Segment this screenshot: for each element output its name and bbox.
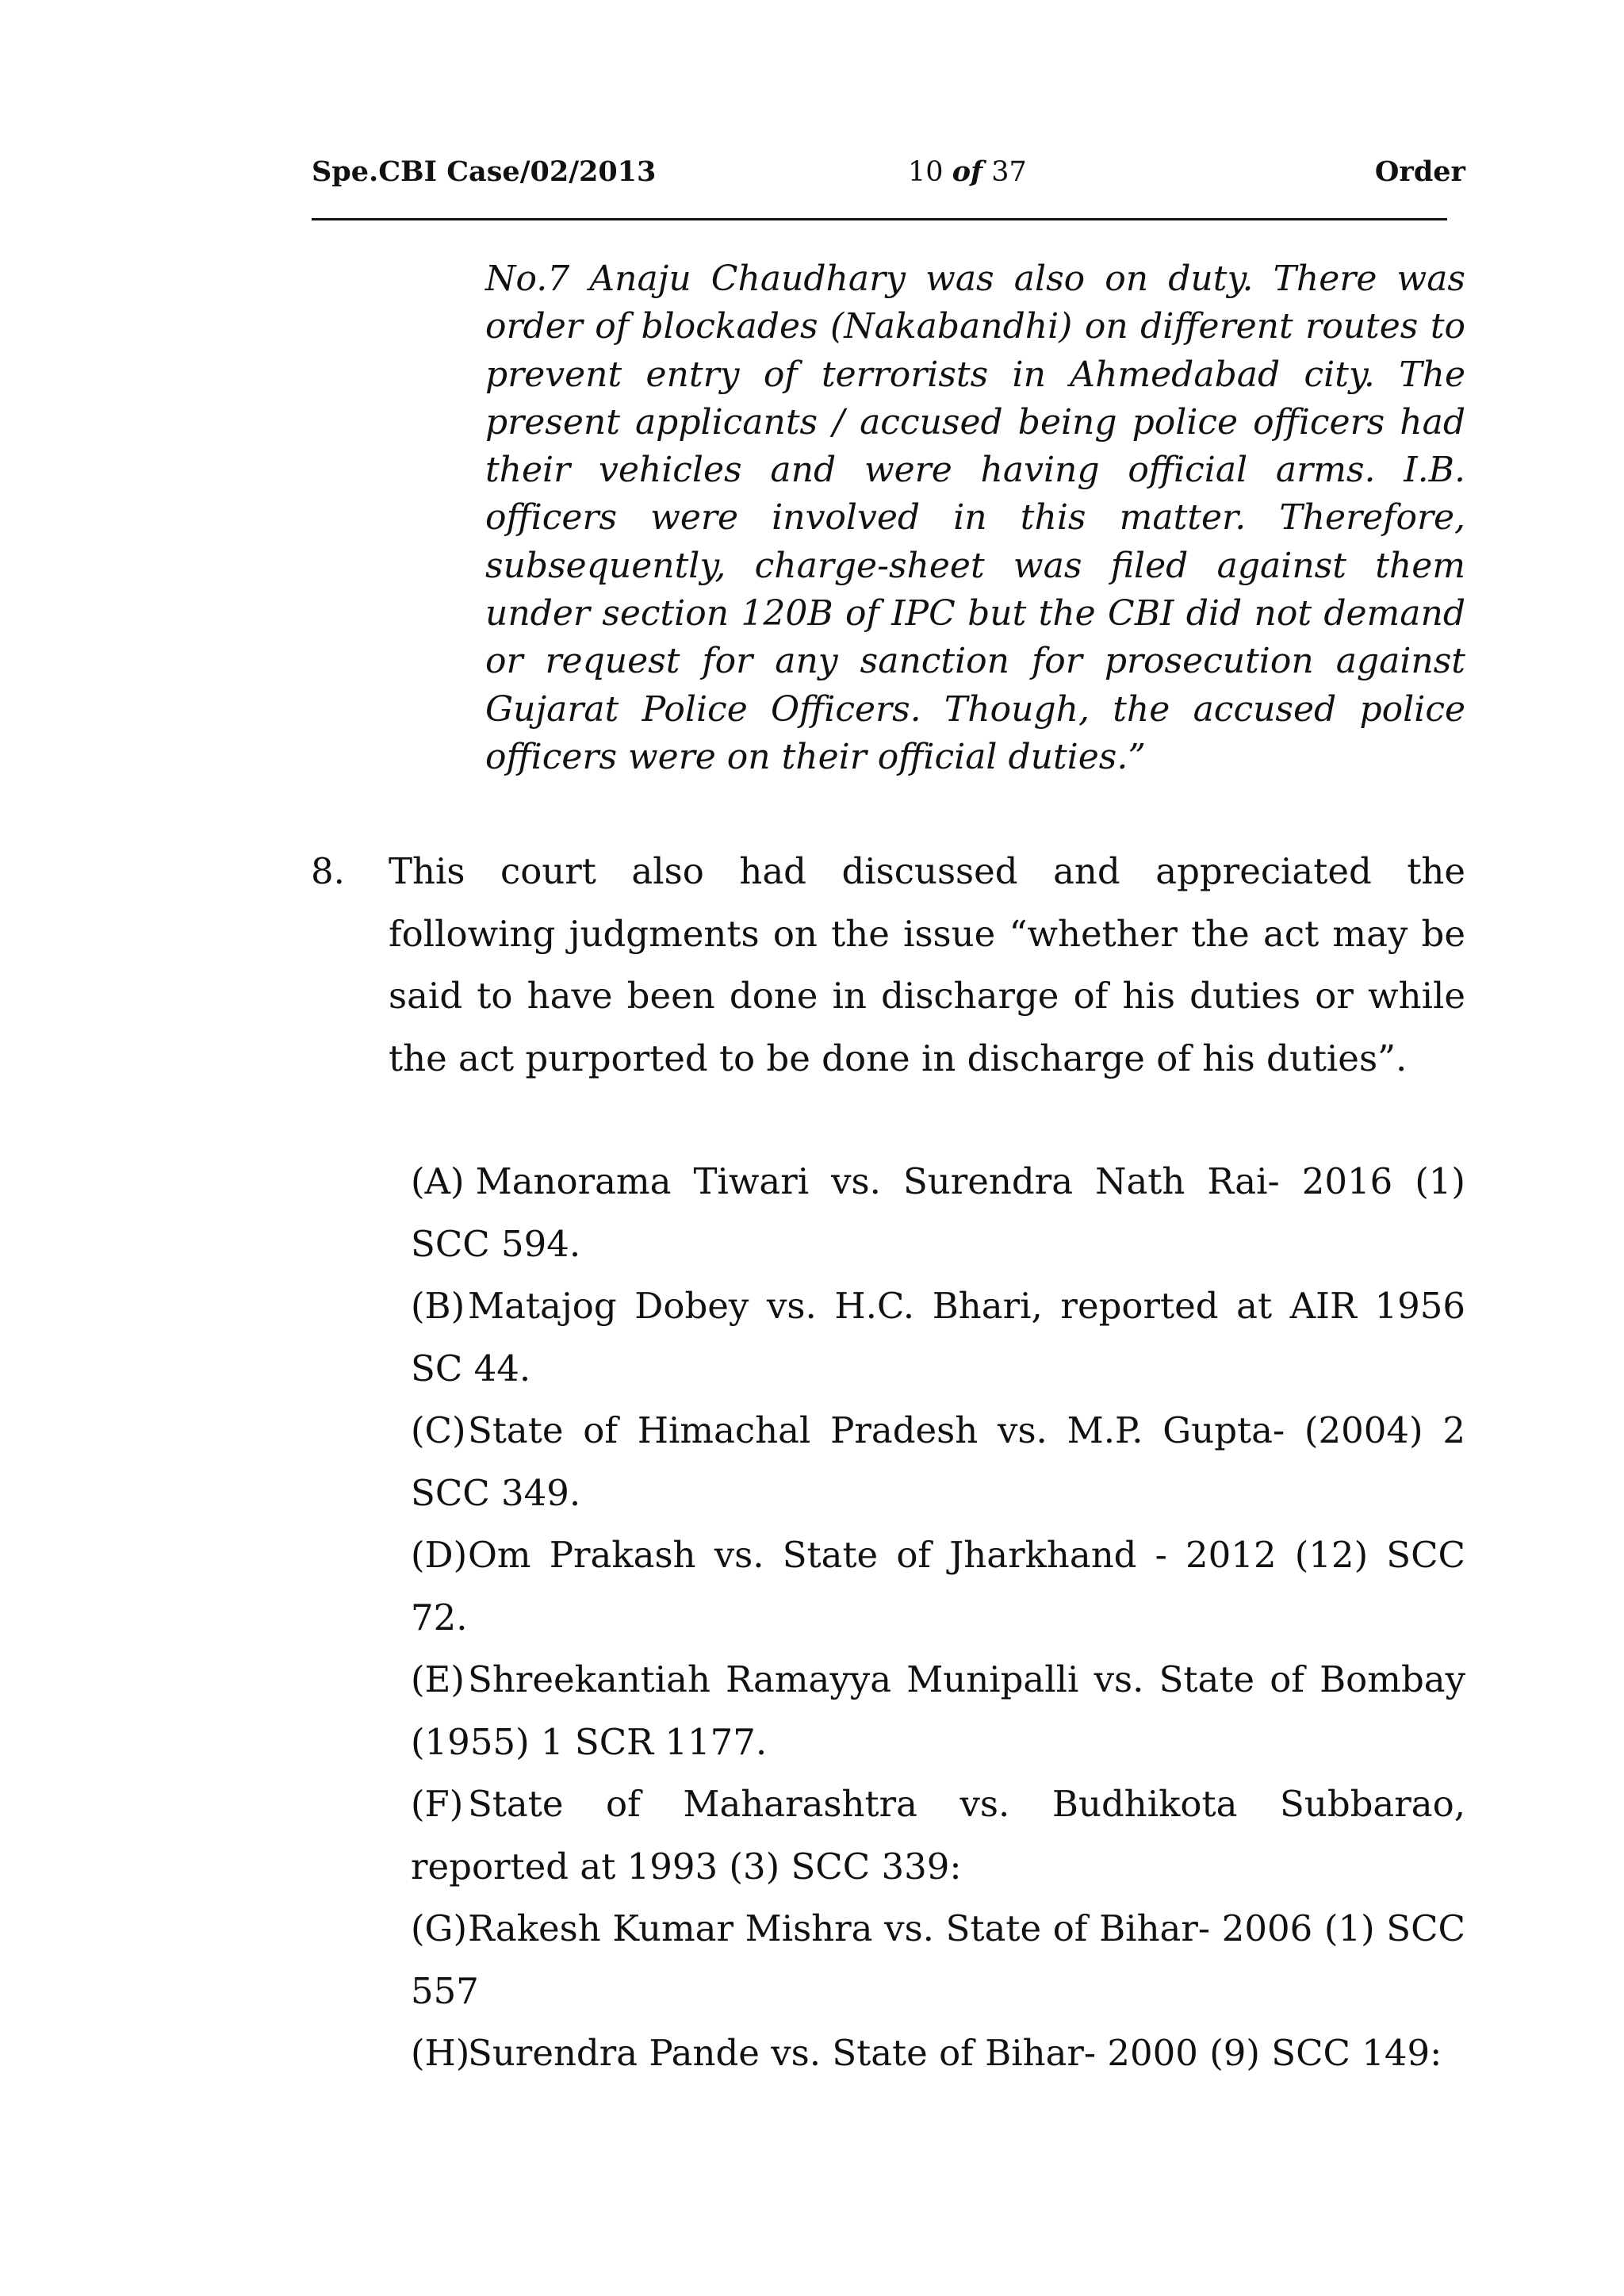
case-list: [411, 1151, 1465, 2085]
case-citation: Manorama Tiwari vs. Surendra Nath Rai- 2016 (1) SCC 594.: [411, 1160, 1465, 1265]
case-citation: Shreekantiah Ramayya Munipalli vs. State of Bombay (1955) 1 SCR 1177.: [411, 1658, 1465, 1763]
case-citation: State of Himachal Pradesh vs. M.P. Gupta- (2004) 2 SCC 349.: [411, 1409, 1465, 1514]
page-current: 10: [908, 156, 944, 188]
case-item: [411, 1524, 1465, 1649]
page-header: [312, 155, 1465, 195]
case-label: (B): [411, 1285, 465, 1327]
page-total: 37: [991, 156, 1027, 188]
header-divider: [312, 218, 1447, 220]
case-label: (C): [411, 1409, 466, 1451]
case-item: [411, 1773, 1465, 1898]
case-label: (F): [411, 1783, 464, 1825]
case-label: (H): [411, 2032, 470, 2074]
page-of: of: [952, 155, 983, 188]
case-citation: Surendra Pande vs. State of Bihar- 2000 (9) SCC 149:: [468, 2032, 1442, 2074]
case-item: [411, 2022, 1465, 2085]
case-item: [411, 1649, 1465, 1773]
case-label: (G): [411, 1907, 468, 1949]
case-citation: Om Prakash vs. State of Jharkhand - 2012 (12) SCC 72.: [411, 1534, 1465, 1639]
case-citation: Rakesh Kumar Mishra vs. State of Bihar- 2006 (1) SCC 557: [411, 1907, 1465, 2012]
case-item: [411, 1898, 1465, 2022]
case-item: [411, 1400, 1465, 1524]
paragraph-text: This court also had discussed and appreciated the following judgments on the issue “whether the act may be said to have been done in discharge of his duties or while the act purported to be done in discharge of his duties”.: [389, 850, 1465, 1079]
case-label: (D): [411, 1534, 468, 1576]
paragraph-8: [311, 841, 1465, 1090]
document-type: Order: [1374, 155, 1465, 188]
quoted-passage: No.7 Anaju Chaudhary was also on duty. There was order of blockades (Nakabandhi) on different routes to prevent entry of terrorists in Ahmedabad city. The present applicants / accused being police officers had their vehicles and were having official arms. I.B. officers were involved in this matter. Therefore, subsequently, charge-sheet was filed against them under section 120B of IPC but the CBI did not demand or request for any sanction for prosecution against Gujarat Police Officers. Though, the accused police officers were on their official duties.”: [485, 259, 1465, 777]
case-citation: State of Maharashtra vs. Budhikota Subbarao, reported at 1993 (3) SCC 339:: [411, 1783, 1465, 1888]
case-number: Spe.CBI Case/02/2013: [312, 155, 657, 188]
case-label: (A): [411, 1160, 465, 1202]
case-item: [411, 1151, 1465, 1275]
case-citation: Matajog Dobey vs. H.C. Bhari, reported at AIR 1956 SC 44.: [411, 1285, 1465, 1389]
case-item: [411, 1275, 1465, 1400]
paragraph-number: 8.: [311, 850, 345, 892]
page-number: [908, 155, 1027, 188]
case-label: (E): [411, 1658, 465, 1700]
